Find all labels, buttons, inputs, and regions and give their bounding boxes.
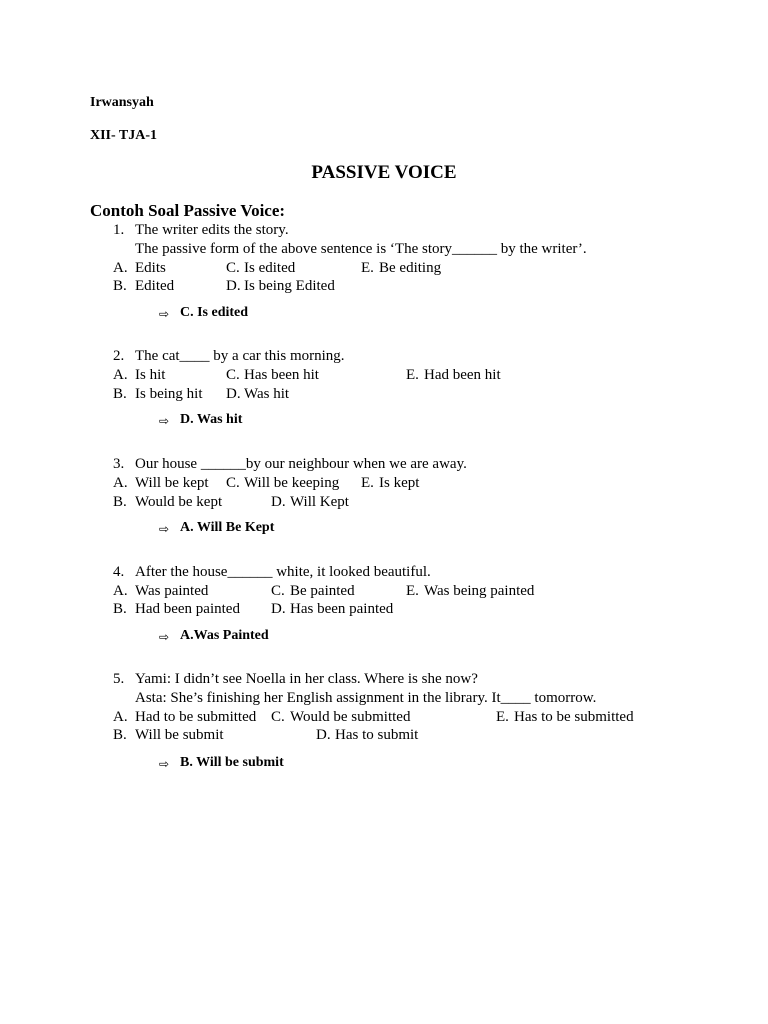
option-text: Be painted: [290, 583, 355, 599]
answer-text: D. Was hit: [180, 412, 243, 427]
answer-text: A.Was Painted: [180, 628, 269, 643]
option-letter: D.: [226, 386, 241, 402]
option-text: Has been hit: [244, 367, 319, 383]
option-letter: B.: [113, 386, 127, 402]
option-text: Has been painted: [290, 601, 394, 617]
question-number: 3.: [113, 456, 125, 472]
option-text: Is hit: [135, 367, 166, 383]
option-letter: A.: [113, 475, 128, 491]
question-number: 4.: [113, 564, 125, 580]
option-text: Had been painted: [135, 601, 240, 617]
question-number: 2.: [113, 348, 125, 364]
question-number: 5.: [113, 671, 125, 687]
question-text: The writer edits the story.: [135, 222, 289, 238]
option-text: Is being Edited: [244, 278, 335, 294]
option-text: Was being painted: [424, 583, 535, 599]
question-text: The passive form of the above sentence is ‘The story______ by the writer’.: [135, 241, 587, 257]
option-letter: E.: [406, 583, 419, 599]
answer-text: A. Will Be Kept: [180, 520, 275, 535]
arrow-right-icon: ⇨: [159, 630, 170, 644]
answer-text: B. Will be submit: [180, 755, 284, 770]
question-text: After the house______ white, it looked beautiful.: [135, 564, 431, 580]
option-text: Will be kept: [135, 475, 209, 491]
option-text: Is edited: [244, 260, 296, 276]
arrow-right-icon: ⇨: [159, 307, 170, 321]
option-letter: C.: [271, 583, 285, 599]
arrow-right-icon: ⇨: [159, 522, 170, 536]
option-letter: E.: [361, 260, 374, 276]
option-text: Was hit: [244, 386, 290, 402]
option-letter: C.: [226, 367, 240, 383]
option-text: Edited: [135, 278, 175, 294]
option-text: Is kept: [379, 475, 420, 491]
option-letter: D.: [316, 727, 331, 743]
option-letter: A.: [113, 367, 128, 383]
option-text: Would be kept: [135, 494, 223, 510]
option-letter: E.: [406, 367, 419, 383]
option-text: Has to submit: [335, 727, 419, 743]
option-letter: D.: [271, 601, 286, 617]
arrow-right-icon: ⇨: [159, 757, 170, 771]
option-letter: B.: [113, 494, 127, 510]
option-text: Edits: [135, 260, 166, 276]
student-name: Irwansyah: [90, 95, 154, 110]
option-text: Is being hit: [135, 386, 203, 402]
arrow-right-icon: ⇨: [159, 414, 170, 428]
option-text: Has to be submitted: [514, 709, 634, 725]
option-letter: C.: [226, 475, 240, 491]
question-text: Our house ______by our neighbour when we are away.: [135, 456, 467, 472]
option-letter: A.: [113, 583, 128, 599]
option-letter: E.: [496, 709, 509, 725]
question-text: Yami: I didn’t see Noella in her class. Where is she now?: [135, 671, 478, 687]
option-text: Had been hit: [424, 367, 501, 383]
section-heading: Contoh Soal Passive Voice:: [90, 201, 286, 220]
option-text: Will Kept: [290, 494, 349, 510]
option-letter: A.: [113, 260, 128, 276]
option-letter: D.: [226, 278, 241, 294]
option-text: Had to be submitted: [135, 709, 257, 725]
option-letter: D.: [271, 494, 286, 510]
option-letter: B.: [113, 278, 127, 294]
page-title: PASSIVE VOICE: [311, 162, 457, 183]
option-letter: A.: [113, 709, 128, 725]
question-number: 1.: [113, 222, 125, 238]
option-text: Will be submit: [135, 727, 224, 743]
option-letter: E.: [361, 475, 374, 491]
option-text: Would be submitted: [290, 709, 411, 725]
option-letter: B.: [113, 601, 127, 617]
option-text: Be editing: [379, 260, 442, 276]
answer-text: C. Is edited: [180, 305, 249, 320]
option-letter: C.: [271, 709, 285, 725]
option-letter: B.: [113, 727, 127, 743]
option-text: Was painted: [135, 583, 209, 599]
option-text: Will be keeping: [244, 475, 340, 491]
student-class: XII- TJA-1: [90, 128, 158, 143]
question-text: The cat____ by a car this morning.: [135, 348, 345, 364]
option-letter: C.: [226, 260, 240, 276]
question-text: Asta: She’s finishing her English assignment in the library. It____ tomorrow.: [135, 690, 597, 706]
